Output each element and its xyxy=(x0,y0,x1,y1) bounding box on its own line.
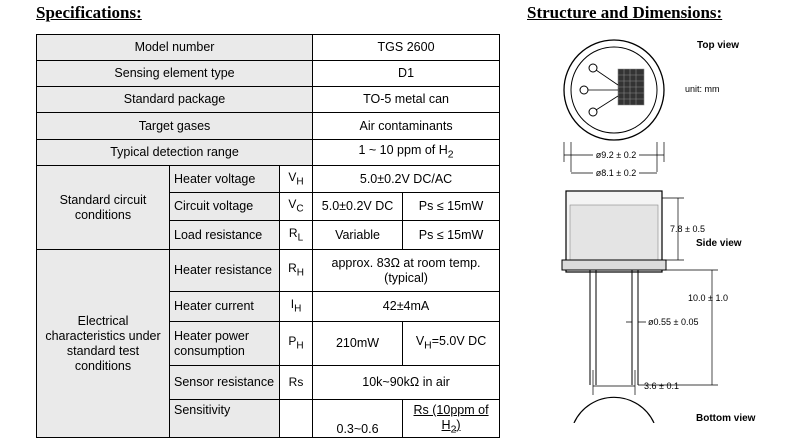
symbol-sub: H xyxy=(296,267,304,279)
heater-current-symbol xyxy=(280,292,313,322)
heater-resistance-symbol xyxy=(280,250,313,292)
condition-sub: 2 xyxy=(450,424,457,436)
symbol-sub: H xyxy=(294,303,302,315)
circuit-voltage-value: 5.0±0.2V DC xyxy=(313,193,403,221)
model-label: Model number xyxy=(37,35,313,61)
inner-diameter-label: ø8.1 ± 0.2 xyxy=(595,168,637,178)
range-label: Typical detection range xyxy=(37,140,313,166)
circuit-voltage-condition: Ps ≤ 15mW xyxy=(403,193,500,221)
heater-power-label: Heater power consumption xyxy=(170,322,280,366)
sensor-resistance-value: 10k~90kΩ in air xyxy=(313,366,500,400)
gases-label: Target gases xyxy=(37,113,313,140)
model-value: TGS 2600 xyxy=(313,35,500,61)
range-value-text: 1 ~ 10 ppm of H xyxy=(358,143,448,157)
gases-value: Air contaminants xyxy=(313,113,500,140)
symbol-text: I xyxy=(290,297,295,312)
circuit-voltage-label: Circuit voltage xyxy=(170,193,280,221)
heater-power-condition xyxy=(403,322,500,366)
heater-power-symbol xyxy=(280,322,313,366)
symbol-text: R xyxy=(288,225,298,240)
symbol-text: V xyxy=(288,169,297,184)
bottom-view-label: Bottom view xyxy=(696,413,756,423)
circuit-group-label: Standard circuit conditions xyxy=(37,166,170,250)
condition-tail: ) xyxy=(456,418,461,432)
can-flange xyxy=(562,260,666,270)
element-label: Sensing element type xyxy=(37,61,313,87)
specifications-table xyxy=(36,34,500,438)
table-row xyxy=(37,250,500,292)
symbol-sub: H xyxy=(296,176,304,188)
symbol-sub: C xyxy=(296,203,304,215)
pin-pad xyxy=(580,86,588,94)
heater-voltage-symbol xyxy=(280,166,313,193)
bottom-outline xyxy=(574,397,654,423)
sensitivity-symbol xyxy=(280,400,313,438)
side-view-drawing xyxy=(562,191,742,395)
unit-label: unit: mm xyxy=(685,84,720,94)
lead-wires xyxy=(588,70,618,110)
element-value: D1 xyxy=(313,61,500,87)
heater-voltage-label: Heater voltage xyxy=(170,166,280,193)
pin-pad xyxy=(589,64,597,72)
circuit-voltage-symbol xyxy=(280,193,313,221)
heater-voltage-value: 5.0±0.2V DC/AC xyxy=(313,166,500,193)
table-row xyxy=(37,61,500,87)
symbol-text: R xyxy=(288,261,297,276)
load-resistance-value: Variable xyxy=(313,221,403,250)
pin-length-label: 10.0 ± 1.0 xyxy=(688,293,728,303)
can-inner xyxy=(570,205,658,265)
elec-group-label: Electrical characteristics under standard test conditions xyxy=(37,250,170,438)
package-label: Standard package xyxy=(37,87,313,113)
top-view-label: Top view xyxy=(697,40,740,51)
height-label: 7.8 ± 0.5 xyxy=(670,224,705,234)
heater-current-label: Heater current xyxy=(170,292,280,322)
range-value xyxy=(313,140,500,166)
structure-heading: Structure and Dimensions: xyxy=(527,3,723,22)
condition-text: Rs (10ppm of H xyxy=(413,403,489,432)
pin-spacing-label: 3.6 ± 0.1 xyxy=(644,381,679,391)
load-resistance-symbol xyxy=(280,221,313,250)
bottom-view-drawing xyxy=(574,397,756,423)
heater-resistance-label: Heater resistance xyxy=(170,250,280,292)
range-value-sub: 2 xyxy=(447,149,454,161)
table-row xyxy=(37,35,500,61)
dimension-drawing xyxy=(520,30,800,423)
heater-power-value: 210mW xyxy=(313,322,403,366)
symbol-sub: L xyxy=(297,232,304,244)
pins xyxy=(590,270,638,385)
sensor-resistance-symbol: Rs xyxy=(280,366,313,400)
package-value: TO-5 metal can xyxy=(313,87,500,113)
heater-resistance-value: approx. 83Ω at room temp. (typical) xyxy=(313,250,500,292)
sensitivity-label: Sensitivity xyxy=(170,400,280,438)
diameter-dimensions xyxy=(564,142,664,179)
specifications-heading: Specifications: xyxy=(36,3,142,22)
pin-pad xyxy=(589,108,597,116)
table-row xyxy=(37,140,500,166)
condition-text: V xyxy=(415,334,425,348)
side-view-label: Side view xyxy=(696,238,742,249)
top-view-drawing xyxy=(564,40,739,140)
symbol-sub: H xyxy=(296,340,304,352)
load-resistance-condition: Ps ≤ 15mW xyxy=(403,221,500,250)
heater-current-value: 42±4mA xyxy=(313,292,500,322)
structure-diagram xyxy=(520,30,800,423)
table-row xyxy=(37,87,500,113)
load-resistance-label: Load resistance xyxy=(170,221,280,250)
symbol-text: P xyxy=(288,334,297,349)
symbol-text: V xyxy=(288,197,297,212)
table-row xyxy=(37,113,500,140)
pin-diameter-label-text: ø0.55 ± 0.05 xyxy=(648,317,699,327)
condition-tail: =5.0V DC xyxy=(431,334,487,348)
sensor-resistance-label: Sensor resistance xyxy=(170,366,280,400)
outer-diameter-label: ø9.2 ± 0.2 xyxy=(595,150,637,160)
table-row xyxy=(37,166,500,193)
sensitivity-value: 0.3~0.6 xyxy=(313,400,403,438)
sensitivity-condition xyxy=(403,400,500,438)
condition-sub: H xyxy=(424,340,432,352)
